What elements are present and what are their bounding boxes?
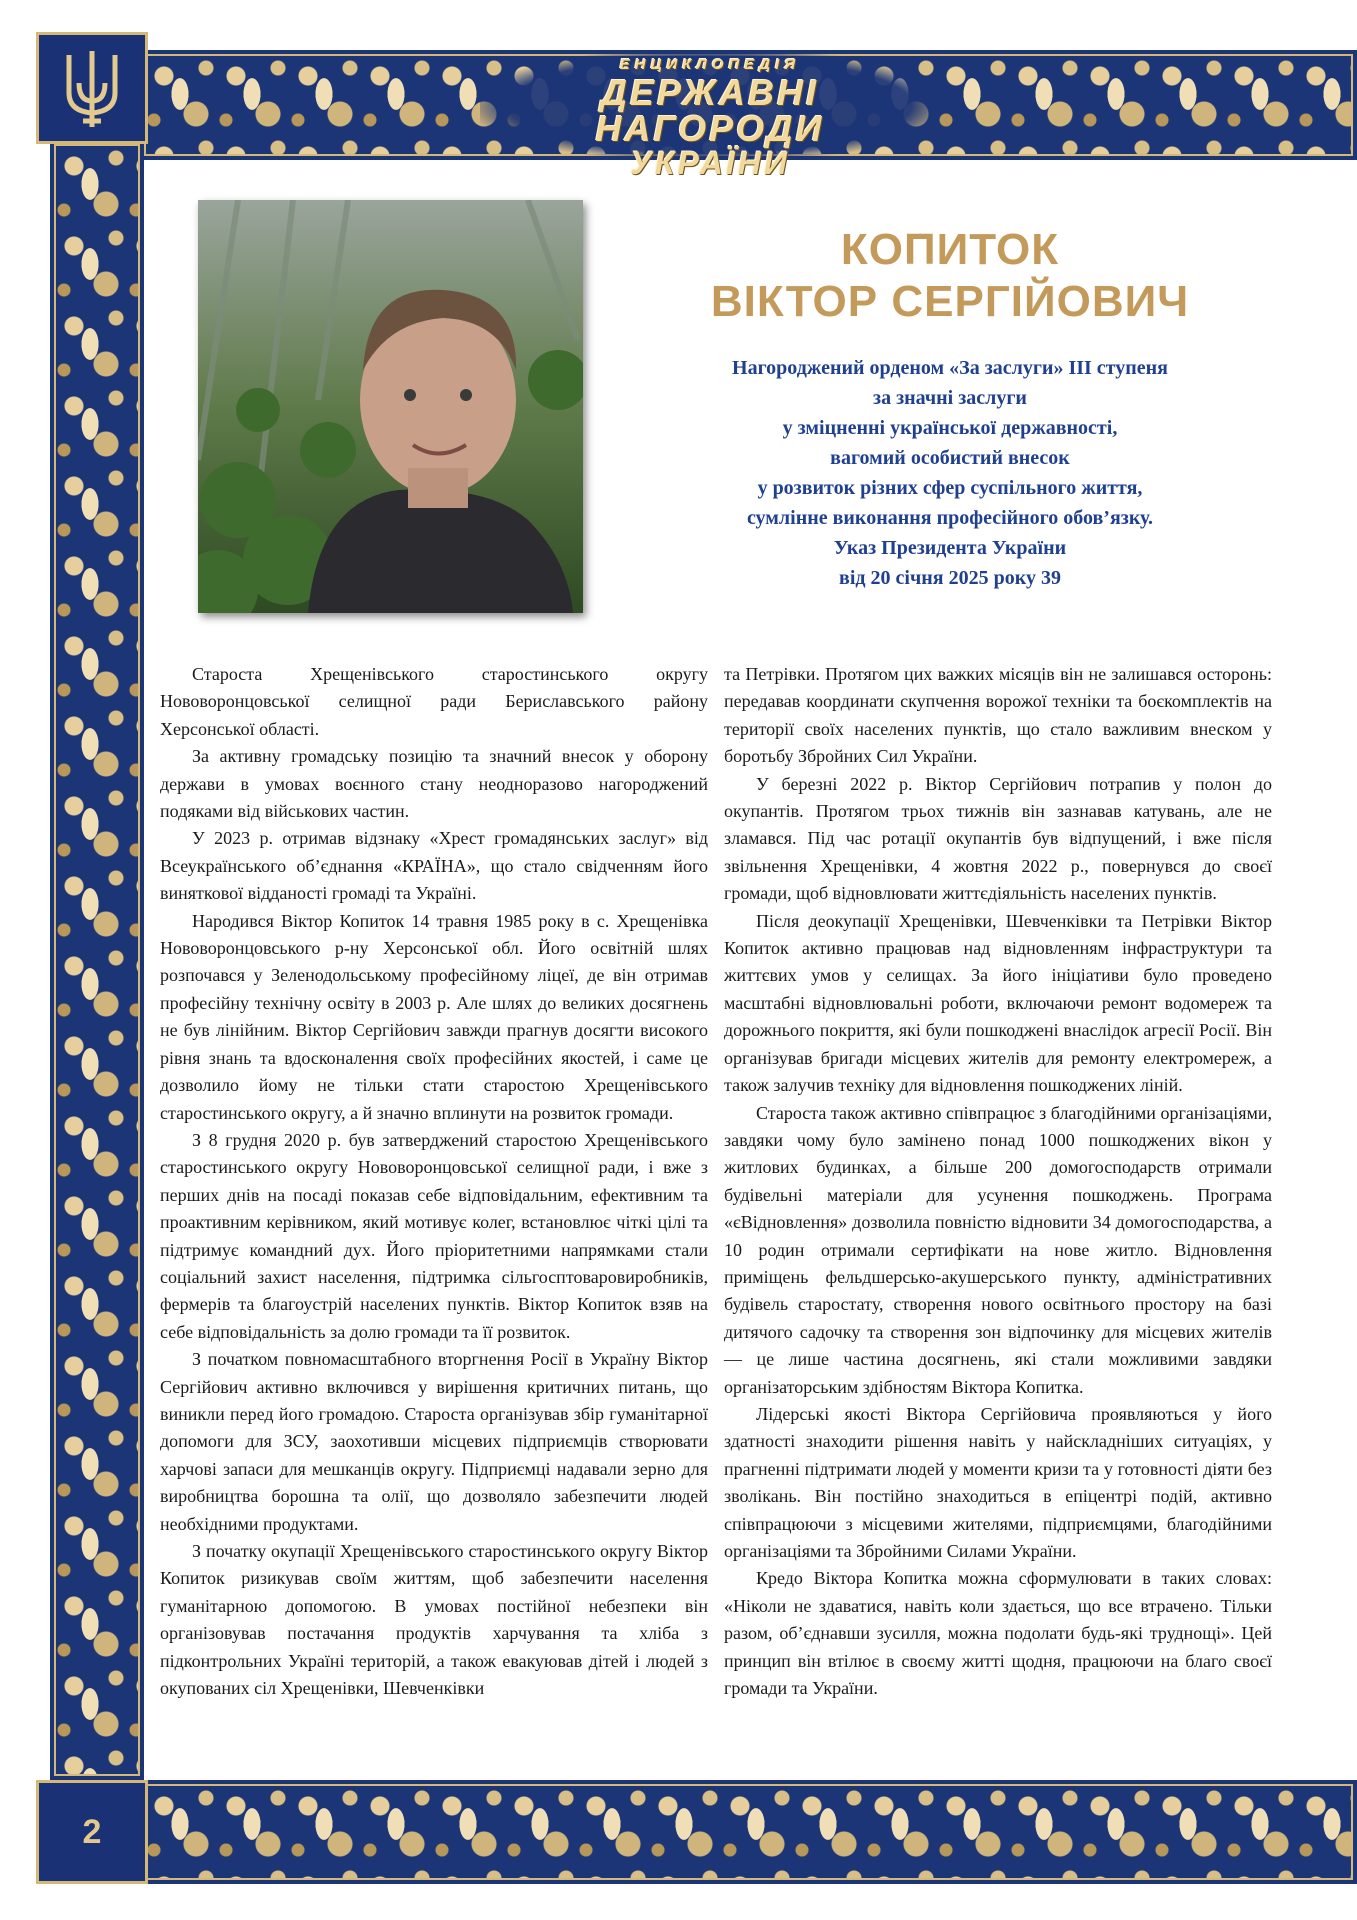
award-line: Указ Президента України xyxy=(833,537,1067,559)
body-column-left xyxy=(160,661,708,1702)
paragraph: З початку окупації Хрещенівського старостинського округу Віктор Копиток ризикував своїм життям, щоб забезпечити населення гуманітарною допомогою. В умовах постійної небезпеки він організовував постачання продуктів харчування та хліба з підконтрольних Україні територій, а також евакуював дітей і людей з окупованих сіл Хрещенівки, Шевченківки xyxy=(160,1541,708,1699)
body-column-right xyxy=(724,661,1272,1702)
paragraph: За активну громадську позицію та значний внесок у оборону держави в умовах воєнного стану неодноразово нагороджений подяками від військових частин. xyxy=(160,746,708,822)
paragraph: У березні 2022 р. Віктор Сергійович потрапив у полон до окупантів. Протягом трьох тижнів він зазнавав катувань, але не зламався. Під час ротації окупантів був відпущений, і вже після звільнення Хрещенівки, 4 жовтня 2022 р., повернувся до своєї громади, щоб відновлювати життєдіяльність населених пунктів. xyxy=(724,773,1272,904)
paragraph-continuation: та Петрівки. Протягом цих важких місяців він не залишався осторонь: передавав координати скупчення ворожої техніки та боєкомплектів на території своїх населених пунктів, що стало важливим внеском у боротьбу Збройних Сил України. xyxy=(724,664,1272,767)
award-line: сумлінне виконання професійного обов’язку. xyxy=(746,507,1154,529)
award-line: Нагороджений орденом «За заслуги» III ступеня xyxy=(732,357,1168,379)
portrait-photo xyxy=(198,200,583,613)
award-line: у зміцненні української державності, xyxy=(782,417,1118,439)
paragraph: Після деокупації Хрещенівки, Шевченківки та Петрівки Віктор Копиток активно працював над відновленням інфраструктури та життєвих умов у селищах. За його ініціативи було проведено масштабні відновлювальні роботи, включаючи ремонт водомереж та дорожнього покриття, які були пошкоджені внаслідок агресії Росії. Він організував бригади місцевих жителів для ремонту електромереж, а також залучив техніку для відновлення пошкоджених ліній. xyxy=(724,910,1272,1096)
trident-icon xyxy=(57,43,127,133)
paragraph: Староста Хрещенівського старостинського округу Нововоронцовської селищної ради Бериславського району Херсонської області. xyxy=(160,664,708,739)
award-line: від 20 січня 2025 року 39 xyxy=(839,567,1061,589)
masthead-title-line2: УКРАЇНИ xyxy=(630,145,790,181)
paragraph: У 2023 р. отримав відзнаку «Хрест громадянських заслуг» від Всеукраїнського об’єднання «КРАЇНА», що стало свідченням його виняткової відданості громаді та Україні. xyxy=(160,828,708,904)
portrait-illustration xyxy=(198,200,583,613)
paragraph: Староста також активно співпрацює з благодійними організаціями, завдяки чому було замінено понад 1000 пошкоджених вікон у житлових будинках, а більше 200 домогосподарств отримали будівельні матеріали для усунення пошкоджень. Програма «єВідновлення» дозволила повністю відновити 34 домогосподарства, а 10 родин отримали сертифікати на нове житло. Відновлення приміщень фельдшерсько-акушерського пункту, адміністративних будівель старостату, створення нового освітнього простору на базі дитячого садочку та створення зон відпочинку для місцевих жителів — це лише частина досягнень, які стали можливими завдяки організаторським здібностям Віктора Копитка. xyxy=(724,1102,1272,1397)
crest-box xyxy=(36,32,148,144)
masthead-title-line1: ДЕРЖАВНІ НАГОРОДИ xyxy=(595,72,825,149)
ornamental-border-left xyxy=(50,140,144,1780)
page-number: 2 xyxy=(36,1780,148,1884)
award-citation xyxy=(620,353,1280,593)
person-given-names: ВІКТОР СЕРГІЙОВИЧ xyxy=(710,277,1190,326)
masthead-series: ЕНЦИКЛОПЕДІЯ xyxy=(619,56,801,73)
paragraph: Народився Віктор Копиток 14 травня 1985 року в с. Хрещенівка Нововоронцовського р-ну Херсонської обл. Його освітній шлях розпочався у Зеленодольському професійному ліцеї, де він отримав професійну технічну освіту в 2003 р. Але шлях до великих досягнень не був лінійним. Віктор Сергійович завжди прагнув досягти високого рівня знань та вдосконалення своїх професійних якостей, і саме це дозволило йому не тільки стати старостою Хрещенівського старостинського округу, а й значно вплинути на розвиток громади. xyxy=(160,910,708,1123)
paragraph: З початком повномасштабного вторгнення Росії в Україну Віктор Сергійович активно включився у вирішення критичних питань, що виникли перед його громадою. Староста організував збір гуманітарної допомоги для ЗСУ, заохотивши місцевих підприємців створювати харчові запаси для мешканців округу. Підприємці надавали зерно для виробництва борошна та олії, що дозволяло забезпечити людей необхідними продуктами. xyxy=(160,1349,708,1534)
paragraph: З 8 грудня 2020 р. був затверджений старостою Хрещенівського старостинського округу Нововоронцовської селищної ради, і вже з перших днів на посаді показав себе відповідальним, ефективним та проактивним керівником, який мотивує колег, встановлює чіткі цілі та підтримує командний дух. Його пріоритетними напрямками стали соціальний захист населення, підтримка сільгосптоваровиробників, фермерів та благоустрій населених пунктів. Віктор Копиток взяв на себе відповідальність за долю громади та її розвиток. xyxy=(160,1129,708,1342)
award-line: у розвиток різних сфер суспільного життя, xyxy=(757,477,1143,499)
masthead xyxy=(480,50,940,181)
ornamental-border-bottom xyxy=(140,1780,1357,1884)
award-line: вагомий особистий внесок xyxy=(830,447,1070,469)
person-surname: КОПИТОК xyxy=(840,225,1060,274)
paragraph: Лідерські якості Віктора Сергійовича проявляються у його здатності знаходити рішення навіть у найскладніших ситуаціях, у прагненні підтримати людей у моменти кризи та у готовності діяти без зволікань. Він постійно знаходиться в епіцентрі подій, активно співпрацюючи з місцевими жителями, підприємцями, благодійними організаціями та Збройними Силами України. xyxy=(724,1403,1272,1561)
award-line: за значні заслуги xyxy=(873,387,1027,409)
paragraph: Кредо Віктора Копитка можна сформулювати в таких словах: «Ніколи не здаватися, навіть коли здається, що все втрачено. Тільки разом, об’єднавши зусилля, можна подолати будь-які труднощі». Цей принцип він втілює в своєму житті щодня, працюючи на благо своєї громади та України. xyxy=(724,1568,1272,1699)
